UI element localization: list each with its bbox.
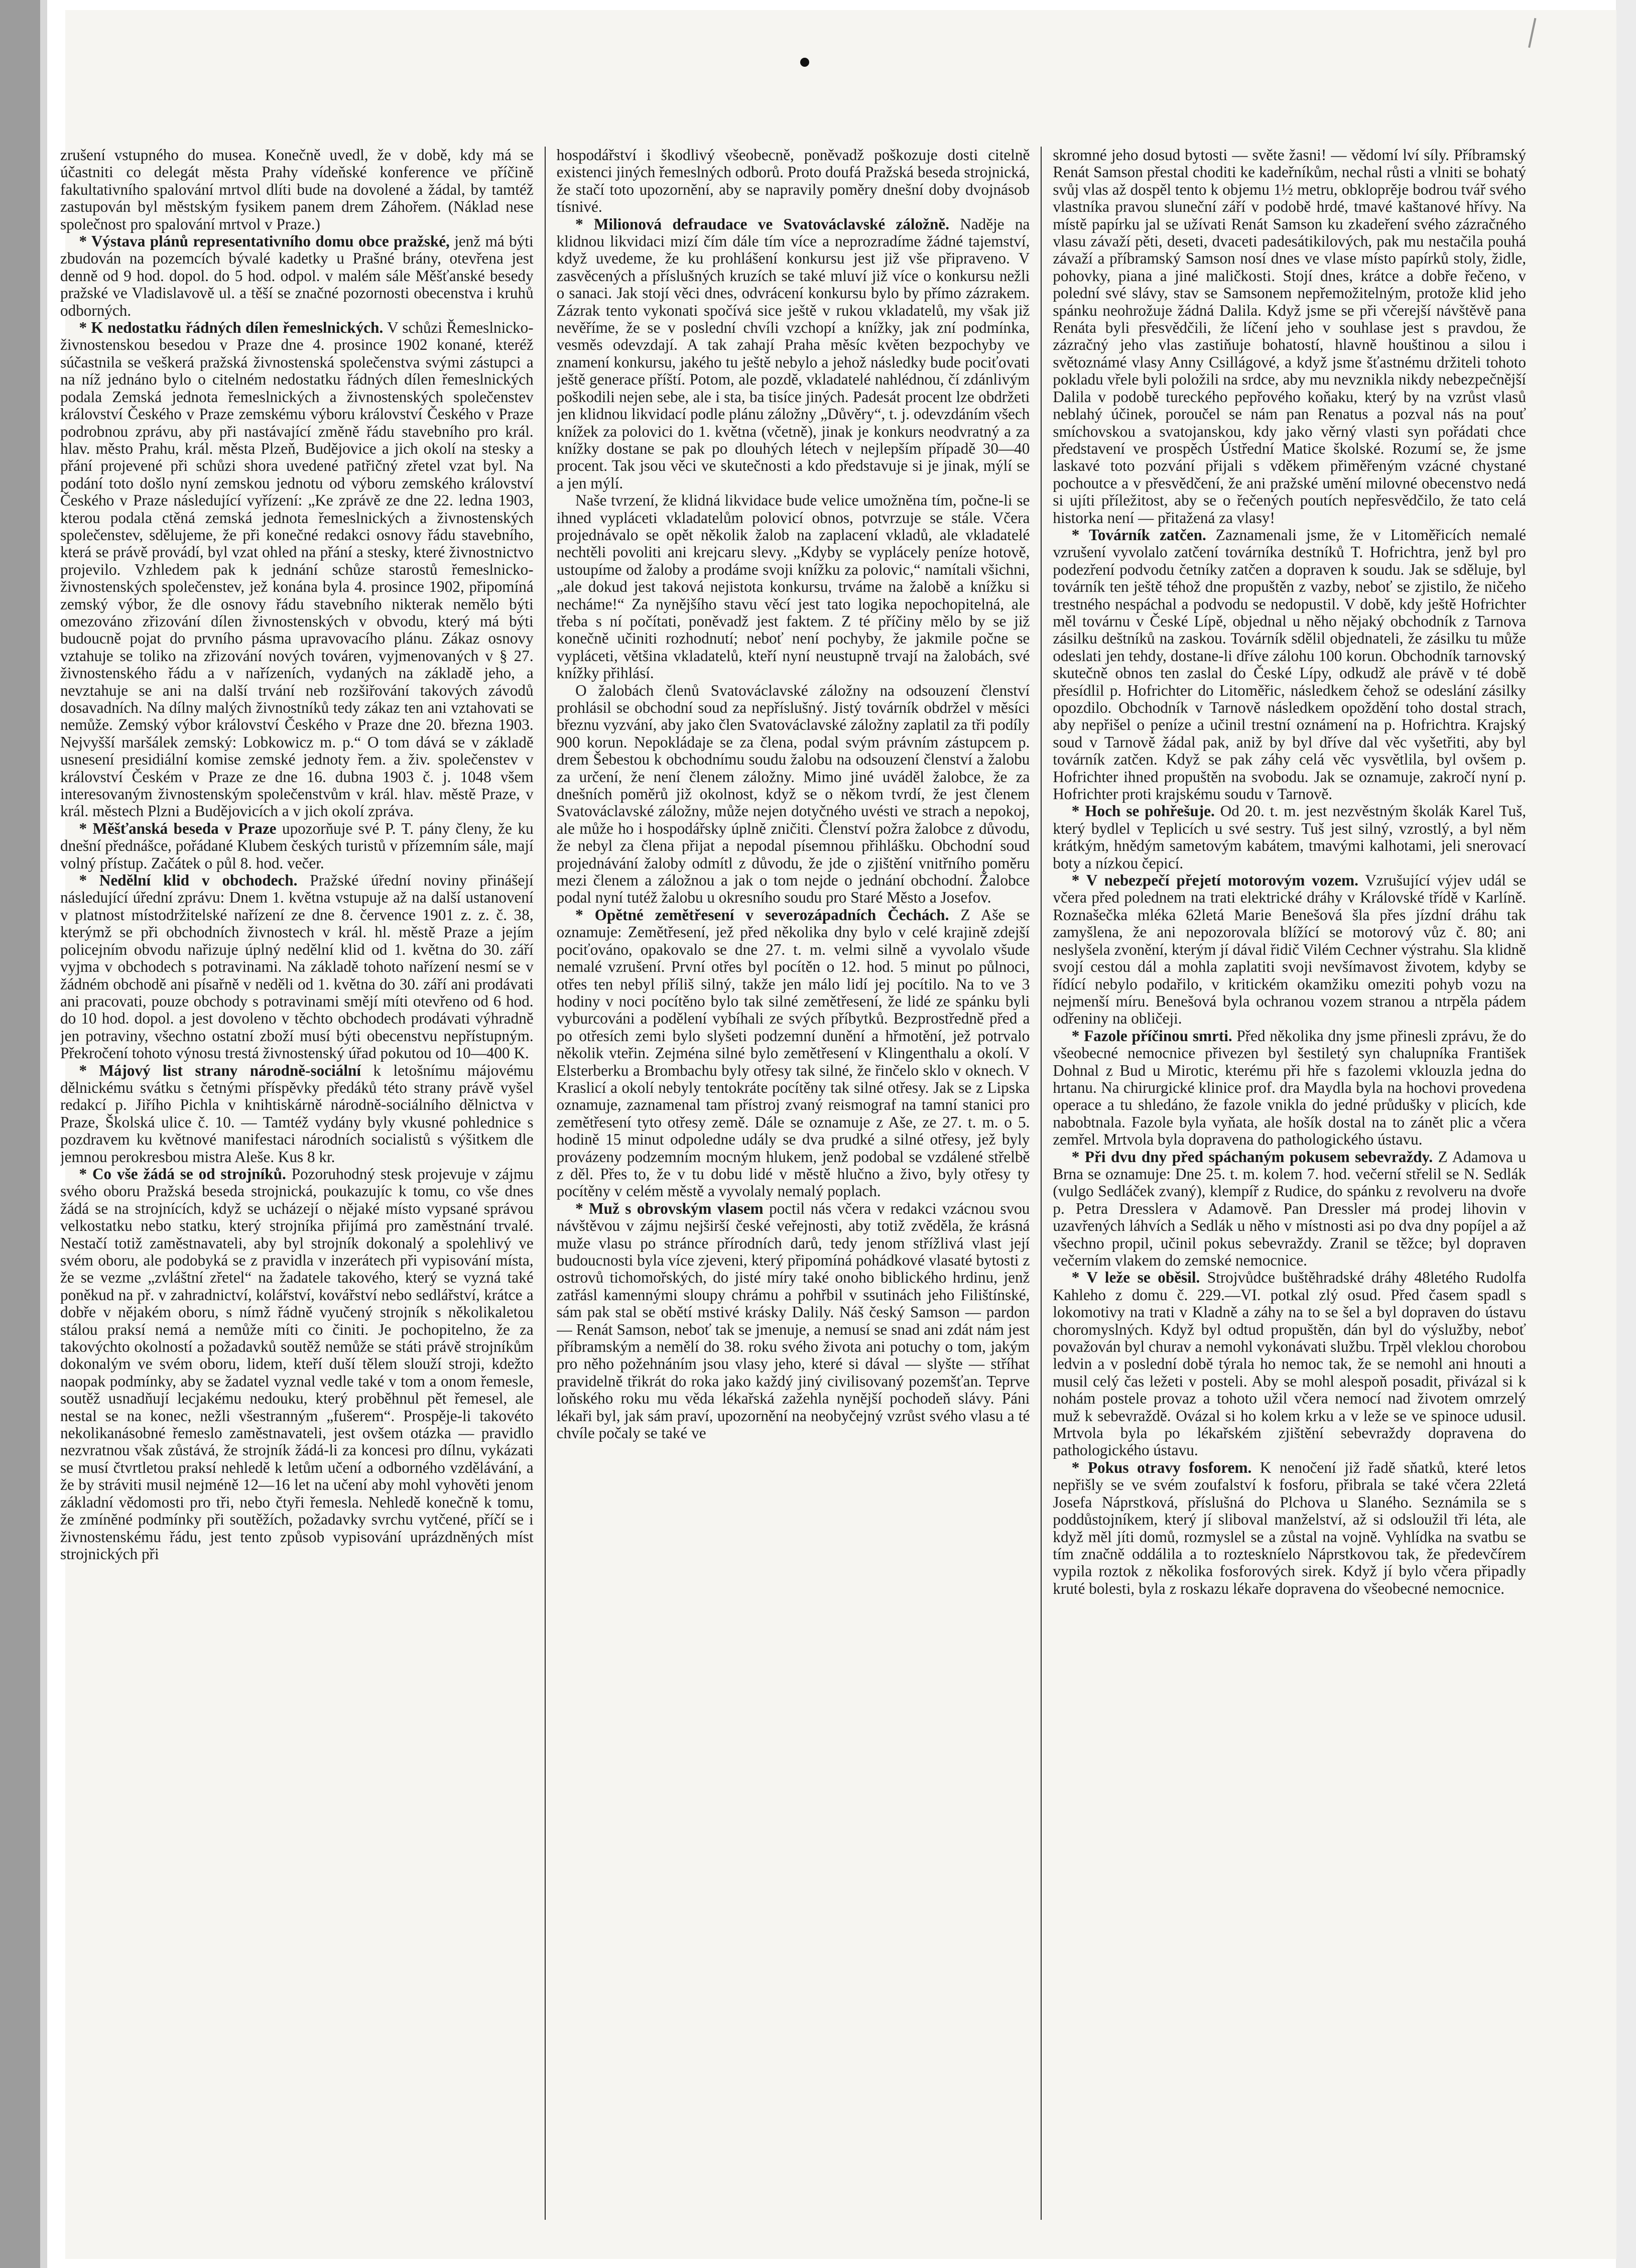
- article-text: V schůzi Řemeslnicko-živnostenskou besedou v Praze dne 4. prosince 1902 konané, kteréž súčastnila se veškerá pražská živnostenská společenstva svými zástupci a na níž jednáno bylo o citelném nedostatku řádných dílen řemeslnických podala Zemská jednota řemeslnických a živnostenských společenstev království Českého v Praze zemskému výboru království Českého v Praze podrobnou zprávu, aby při nastávající změně řádu stavebního pro král. hlav. město Prahu, král. města Plzeň, Budějovice a jich okolí na stesky a přání projevené při schůzi shora uvedené patřičný zřetel vzat byl. Na podání toto došlo nyní zemskou jednotu od výboru zemského království Českého v Praze následující vyřízení: „Ke zprávě ze dne 22. ledna 1903, kterou podala ctěná zemská jednota řemeslnických a živnostenských společenstev, sdělujeme, že při konečné redakci osnovy řádu stavebního, která se právě provádí, byl vzat ohled na přání a stesky, které živnostnictvo projevilo. Vzhledem pak k jednání schůze starostů řemeslnicko-živnostenských společenstev, jež konána byla 4. prosince 1902, připomíná zemský výbor, že dle osnovy řádu stavebního nikterak nemělo býti omezováno zřizování dílen živnostenských v obvodu, který má býti budoucně pojat do prvního pásma upravovacího plánu. Zákaz osnovy vztahuje se toliko na zřizování nových továren, vyjmenovaných v § 27. živnostenského řádu a v nařízeních, vydaných na základě jeho, a nevztahuje se ani na další trvání neb rozšiřování takových závodů dosavadních. Na dílny malých živnostníků tedy zákaz ten ani vztahovati se nemůže. Zemský výbor království Českého v Praze dne 20. března 1903. Nejvyšší maršálek zemský: Lobkowicz m. p.“ O tom dává se v základě usnesení presidiální komise zemské jednoty řem. a živ. společenstev v království Českém v Praze ze dne 16. dubna 1903 č. j. 1048 všem interesovaným živnostenským společenstvům v král. hlav. městě Praze, v král. městech Plzni a Budějovicích a v jich okolí zpráva.: [60, 319, 534, 820]
- article-paragraph: [60, 872, 534, 1062]
- article-paragraph: [1053, 1028, 1526, 1149]
- article-paragraph: [557, 492, 1030, 682]
- pencil-mark: [1528, 18, 1548, 51]
- article-heading: * Továrník zatčen.: [1071, 526, 1206, 544]
- article-text: O žalobách členů Svatováclavské záložny na odsouzení členství prohlásil se obchodní soud za nepříslušný. Jistý továrník obdržel v měsíci březnu vyzvání, aby jako člen Svatováclavské záložny zaplatil za tři podíly 900 korun. Nepokládaje se za člena, podal svým právním zástupcem p. drem Šebestou k obchodnímu soudu žalobu na odsouzení členství a žalobu za určení, že není členem záložny. Mimo jiné uváděl žalobce, že za dnešních poměrů již okolnost, když se o někom tvrdí, že jest členem Svatováclavské záložny, může nejen dotyčného uvésti ve strach a nepokoj, ale může ho i hospodářsky úplně zničiti. Členství požra žalobce z důvodu, že nebyl za člena přijat a nepodal písemnou přihlášku. Obchodní soud projednávání žaloby odmítl z důvodu, že jde o zjištění vnitřního poměru mezi členem a záložnou a jak o tom nejde o jednání obchodní. Žalobce podal nyní tutéž žalobu u okresního soudu pro Staré Město a Josefov.: [556, 681, 1030, 907]
- article-paragraph: [557, 216, 1030, 492]
- article-paragraph: [557, 1200, 1030, 1442]
- scan-shadow: [40, 0, 47, 2268]
- article-text: jenž má býti zbudován na pozemcích bývalé kadetky u Prašné brány, otevřena jest denně od 9 hod. dopol. do 5 hod. odpol. v malém sále Měšťanské besedy pražské ve Vladislavově ul. a těší se značné pozornosti obecenstva i kruhů odborných.: [60, 232, 534, 319]
- article-text: poctil nás včera v redakci vzácnou svou návštěvou v zájmu nejširší české veřejnosti, aby totiž zvěděla, že krásná muže vlasu po stránce přírodních darů, tedy jenom střížlivá vlast její budoucnosti byla více zjeveni, který připomíná pohádkové vlasaté bytosti z ostrovů tichomořských, do jisté míry také onoho biblického hrdinu, jenž zatřásl kamennými sloupy chrámu a pohřbil v ssutinách jeho Filištínské, sám pak stal se obětí mstivé krásky Dalily. Náš český Samson — pardon — Renát Samson, neboť tak se jmenuje, a nemusí se snad ani zdát nám jest příbramským a nemělí do 38. roku svého života ani potuchy o tom, jakým pro něho požehnáním jsou vlasy jeho, které si dával — slyšte — stříhat pravidelně třikrát do roka jako každý jiný civilisovaný pozemšťan. Teprve loňského roku mu věda lékařská zažehla nynější pochodeň slávy. Páni lékaři byl, jak sám praví, upozornění na neobyčejný vzrůst svého vlasu a té chvíle počaly se také ve: [556, 1199, 1030, 1442]
- article-paragraph: [1053, 872, 1526, 1028]
- article-heading: * Nedělní klid v obchodech.: [79, 871, 298, 890]
- article-text: Od 20. t. m. jest nezvěstným školák Karel Tuš, který bydlel v Teplicích u své sestry. Tuš jest silný, vzrostlý, a byl něm krátkým, hnědým sametovým kabátem, tmavými kalhotami, jeli snerovací boty a nízkou čepicí.: [1053, 802, 1527, 872]
- article-heading: * Měšťanská beseda v Praze: [79, 819, 277, 837]
- article-text: K nenočení již řadě sňatků, které letos nepřišly se ve svém zoufalství k fosforu, přibrala se také včera 22letá Josefa Náprstková, příslušná do Plchova u Slaného. Seznámila se s poddůstojníkem, který jí sliboval manželství, až si odsloužil tři léta, ale když měl jíti domů, rozmyslel se a zůstal na vojně. Vyhlídka na svatbu se tím značně oddálila a to rozteskníelo Náprstkovou tak, že předevčírem vypila roztok z několika fosforových sirek. Když jí bylo včera připadly kruté bolesti, byla z roskazu lékaře dopravena do všeobecné nemocnice.: [1053, 1458, 1527, 1597]
- article-heading: * Milionová defraudace ve Svatováclavské záložně.: [575, 215, 949, 233]
- article-heading: * V nebezpečí přejetí motorovým vozem.: [1071, 871, 1358, 890]
- article-paragraph: [557, 147, 1030, 216]
- article-paragraph: [60, 319, 534, 820]
- article-text: Strojvůdce buštěhradské dráhy 48letého Rudolfa Kahleho z domu č. 229.—VI. potkal zlý osud. Před časem spadl s lokomotivy na trati v Kladně a záhy na to se šel a byl dopraven do ústavu choromyslných. Když byl odtud propuštěn, dán byl do výslužby, neboť považován byl churav a nemohl vykonávati službu. Trpěl vleklou chorobou ledvin a v poslední době týrala ho nemoc tak, že se nemohl ani hnouti a musil celý čas ležeti v posteli. Aby se mohl alespoň posadit, přivázal si k nohám postele provaz a tohoto užil včera nemocí nad životem omrzelý muž k sebevraždě. Ovázal si ho kolem krku a v leže se ve spinoce udusil. Mrtvola byla po lékařském zjištění sebevraždy dopravena do pathologického ústavu.: [1053, 1269, 1527, 1459]
- column-2: [557, 147, 1030, 2220]
- article-text: Pozoruhodný stesk projevuje v zájmu svého oboru Pražská beseda strojnická, poukazujíc k tomu, co vše dnes žádá se na strojnících, když se ucházejí o nějaké místo vypsané správou velkostatku nebo statku, který strojníka přijímá pro zaměstnání trvalé. Nestačí totiž zaměstnavateli, aby byl strojník dokonalý a spolehlivý ve svém oboru, ale podobyká se z pravidla v inzerátech při vypisování místa, že se vezme „zvláštní zřetel“ na žadatele takového, který se vyzná také poněkud na př. v zahradnictví, kolářství, kovářství nebo sedlářství, krátce a dobře v nějakém oboru, s nímž řádně vyučený strojník s několikaletou stálou praksí nemá a nemůže míti co činiti. Je pochopitelno, že za takovýchto okolností a požadavků soutěž nemůže se státi právě strojníkům dokonalým ve svém oboru, lidem, kteří duší tělem slouží stroji, kdežto naopak podmínky, aby se žadatel vyznal vedle také v tom a onom řemesle, soutěž usnadňují lecjakému nedouku, který proběhnul pět řemesel, ale nestal se na konec, nežli všestranným „fušerem“. Prospěje-li takovéto nekolikanásobné řemeslo zaměstnavateli, jest ovšem otázka — pravidlo nezvratnou však zůstává, že strojník žádá-li za koncesi pro dílnu, vykázati se musí čtvrtletou praksí nehledě k letům učení a odborného vzdělávání, a že by stráviti musil nejméně 12—16 let na učení aby mohl vyhověti jenom základní vědomosti pro tři, nebo čtyři řemesla. Nehledě konečně k tomu, že zmíněné podmínky při soutěžích, požadavky svrchu vytčené, příčí se i živnostenskému řádu, jest tento způsob vypisování uprázdněných míst strojnických při: [60, 1165, 534, 1563]
- article-paragraph: [1053, 803, 1526, 872]
- article-heading: * Při dvu dny před spáchaným pokusem sebevraždy.: [1071, 1148, 1433, 1166]
- scan-right-margin: [1616, 0, 1636, 2268]
- article-paragraph: [60, 233, 534, 319]
- article-paragraph: [60, 1062, 534, 1166]
- article-paragraph: [60, 147, 534, 233]
- article-text: Z Aše se oznamuje: Zemětřesení, jež před několika dny bylo v celé krajině zdejší pociťováno, opakovalo se dne 27. t. m. velmi silně a vyvolalo všude nemalé vzrušení. První otřes byl pocítěn o 12. hod. 5 minut po půlnoci, otřes ten nebyl příliš silný, takže jen málo lidí jej pocítilo. Na to ve 3 hodiny v noci pocítěno bylo tak silné zemětřesení, že lidé ze spánku byli vyburcováni a podělení vybíhali ze svých příbytků. Bezprostředně před a po otřesích zemi bylo slyšeti podzemní dunění a hřmotění, jež potrvalo několik vteřin. Zejména silné bylo zemětřesení v Klingenthalu a okolí. V Elsterberku a Brombachu byly otřesy tak silné, že řinčelo sklo v oknech. V Kraslicí a okolí nebyly tentokráte pocítěny tak silné otřesy. Jak se z Lipska oznamuje, zaznamenal tam přístroj zvaný reismograf na tamní stanici pro zemětřesení tyto otřesy země. Dále se oznamuje z Aše, ze 27. t. m. o 5. hodině 15 minut odpoledne udály se dva prudké a silné otřesy, jež byly provázeny podzemním mocným hlukem, jenž podobal se vzdálené střelbě z děl. Přes to, že v tu dobu lidé v městě hlučno a živo, byly otřesy ty pocítěny v celém městě a vyvolaly nemalý poplach.: [556, 906, 1030, 1200]
- article-paragraph: [1053, 1149, 1526, 1270]
- article-heading: * K nedostatku řádných dílen řemeslnických.: [79, 319, 384, 337]
- article-paragraph: [557, 907, 1030, 1200]
- article-text: Naděje na klidnou likvidaci mizí čím dále tím více a neprozradíme žádné tajemství, když uvedeme, že ku prohlášení konkursu jest již vše připraveno. V zasvěcených a příslušných kruzích se také mluví již více o konkursu nežli o sanaci. Jak stojí věci dnes, odvrácení konkursu bylo by přímo zázrakem. Zázrak tento vykonati spočívá sice ještě v rukou vkladatelů, my však již nevěříme, že se v poslední chvíli vzchopí a knížky, jak zní podmínka, vesměs odevzdají. A tak zahají Praha měsíc květen bezpochyby ve znamení konkursu, jakého tu ještě nebylo a jehož následky bude pociťovati ještě generace příští. Potom, ale pozdě, vkladatelé nahlédnou, čí zdánlivým poškodili nejen sebe, ale i sta, ba tisíce jiných. Padesát procent lze obdržeti jen klidnou likvidací podle plánu záložny „Důvěry“, t. j. odevzdáním všech knížek za polovici do 1. května (včetně), jinak je konkurs neodvratný a za knížky dostane se pak po dlouhých létech v nejlepším případě 30—40 procent. Tak jsou věci ve skutečnosti a kdo představuje si je jinak, mýlí se a jen mýlí.: [556, 215, 1030, 492]
- article-heading: * Pokus otravy fosforem.: [1071, 1458, 1252, 1476]
- article-paragraph: [60, 1166, 534, 1563]
- article-paragraph: [60, 820, 534, 872]
- column-3: [1053, 147, 1526, 2220]
- article-heading: * Fazole příčinou smrti.: [1071, 1027, 1232, 1045]
- column-divider: [1041, 147, 1042, 2220]
- scan-binding-edge: [0, 0, 40, 2268]
- article-heading: * Májový list strany národně-sociální: [79, 1061, 361, 1079]
- punch-hole-dot: [800, 58, 809, 67]
- article-text: zrušení vstupného do musea. Konečně uvedl, že v době, kdy má se účastniti co delegát města Prahy vídeňské konference ve příčině fakultativního spalování mrtvol dlíti bude na dovolené a žádal, by tamtéž zastupován byl městským fysikem panem drem Záhořem. (Náklad nese společnost pro spalování mrtvol v Praze.): [60, 147, 534, 233]
- article-paragraph: [1053, 1459, 1526, 1597]
- article-text: Naše tvrzení, že klidná likvidace bude velice umožněna tím, počne-li se ihned vypláceti vkladatelům polovicí obnos, potvrzuje se stále. Včera projednávalo se opět několik žalob na zaplacení vkladů, ale vkladatelé nechtěli povoliti ani krejcaru slevy. „Kdyby se vyplácely peníze hotově, ustoupíme od žaloby a prodáme svoji knížku za polovic,“ namítali všichni, „ale dokud jest taková nejistota konkursu, trváme na žalobě a knížku si necháme!“ Za nynějšího stavu věcí jest tato logika nepochopitelná, ale třeba s ní počítati, poněvadž jest faktem. Z té příčiny mělo by se již konečně učiniti rozhodnutí; neboť není pochyby, že jakmile počne se vypláceti, většina vkladatelů, kteří nyní neustupně trvají na žalobách, své knížky přihlásí.: [556, 491, 1030, 682]
- article-text: Vzrušující výjev udál se včera před polednem na trati elektrické dráhy v Královské třídě v Karlíně. Roznašečka mléka 62letá Marie Benešová šla přes jízdní dráhu tak zamyšlena, že ani nepozorovala blížící se motorový vůz č. 80; ani neslyšela zvonění, kterým jí dával řidič Vilém Cechner výstrahu. Sla klidně svojí cestou dál a mohla zaplatiti svoji nevšímavost životem, kdyby se řídící nebylo podařilo, v kritickém okamžiku omeziti pohyb vozu na nejmenší míru. Benešová byla ochranou vozem stranou a ntrpěla pádem odřeniny na obličeji.: [1053, 871, 1527, 1028]
- article-paragraph: [1053, 147, 1526, 527]
- column-1: [60, 147, 534, 2220]
- article-text: upozorňuje své P. T. pány členy, že ku dnešní přednášce, pořádané Klubem českých turistů v přízemním sále, mají volný přístup. Začátek o půl 8. hod. večer.: [60, 819, 534, 872]
- article-heading: * Opětné zemětřesení v severozápadních Čechách.: [575, 906, 949, 924]
- article-text: skromné jeho dosud bytosti — světe žasni! — vědomí lví síly. Příbramský Renát Samson přestal choditi ke kadeřníkům, nechal růsti a vlniti se bohatý svůj vlas až dospěl tento k objemu 1½ metru, obkloprěje bodrou tvář svého vlastníka pravou sluneční září v podobě hrdé, tmavé kaštanové hřívy. Na místě papírku jal se užívati Renát Samson ku zkadeření svého zázračného vlasu závaží pěti, deseti, dvaceti padesátikilových, pak mu nestačila pouhá závaží a příbramský Samson nosí dnes ve vlase místo papírků stoly, židle, pohovky, piana a jiné maličkosti. Stojí dnes, krátce a dobře řečeno, v polední své slávy, stav se Samsonem nepřemožitelným, protože klid jeho spánku neohrožuje žádná Dalila. Když jsme se při včerejší návštěvě pana Renáta byli přesvědčili, že líčení jeho v souhlase jest s pravdou, že zázračný jeho vlas zastiňuje bohatostí, hlavně houštinou a silou i světoznámé vlasy Anny Csillágové, a když jsme šťastnému držiteli tohoto pokladu vřele byli položili na srdce, aby mu nevznikla nikdy nebezpečnější Dalila v podobě tureckého pepřového koňaku, který by na vzrůst vlasů neblahý účinek, poroučel se nám pan Renatus a pozval nás na pouť smíchovskou a svatojanskou, kdy jako věrný vlasti syn pořádati chce představení ve prospěch Ústřední Matice školské. Rozumí se, že jsme laskavé toto pozvání přijali s vděkem přiměřeným vzácné chystané pochoutce a v přesvědčení, že ani pražské umění milovné obecenstvo nedá si ujíti příležitost, aby se o řečených poutích nepřesvědčilo, že tato celá historka není — přitažená za vlasy!: [1053, 147, 1527, 527]
- article-text: Zaznamenali jsme, že v Litoměřicích nemalé vzrušení vyvolalo zatčení továrníka destníků T. Hofrichtra, jenž byl pro podezření podvodu četníky zatčen a dopraven k soudu. Jak se sděluje, byl továrník ten ještě téhož dne propuštěn z vazby, neboť se zjistilo, že ničeho trestného nespáchal a podvodu se nedopustil. V době, kdy ještě Hofrichter měl továrnu v České Lípě, objednal u něho nějaký obchodník z Tarnova zásilku deštníků na zaskou. Továrník sdělil objednateli, že zásilku tu může odeslati jen tehdy, dostane-li dříve zálohu 100 korun. Obchodník tarnovský skutečně obnos ten zaslal do České Lípy, odkudž ale právě v té době přesídlil p. Hofrichter do Litoměřic, následkem čehož se odeslání zásilky opozdilo. Obchodník v Tarnově následkem opoždění toho dostal strach, aby nepřišel o peníze a učinil trestní oznámení na p. Hofrichtra. Krajský soud v Tarnově žádal pak, aniž by byl dříve dal věc vyšetřiti, aby byl továrník zatčen. Když se pak záhy celá věc vysvětlila, byl ovšem p. Hofrichter ihned propuštěn na svobodu. Jak se oznamuje, zakročí nyní p. Hofrichter proti krajskému soudu v Tarnově.: [1053, 526, 1527, 803]
- article-heading: * Výstava plánů representativního domu obce pražské,: [79, 232, 450, 250]
- article-text: Před několika dny jsme přinesli zprávu, že do všeobecné nemocnice přivezen byl šestiletý syn chalupníka František Dohnal z Bud u Mirotic, kterému při hře s fazolemi vklouzla jedna do hrtanu. Na chirurgické klinice prof. dra Maydla byla na hochovi provedena operace a tu shledáno, že fazole vnikla do jedné průdušky v plicích, kde nabobtnala. Fazole byla vyňata, ale hošík dostal na to zánět plic a včera zemřel. Mrtvola byla dopravena do pathologického ústavu.: [1053, 1027, 1527, 1149]
- article-heading: * Hoch se pohřešuje.: [1071, 802, 1215, 820]
- article-columns: [60, 147, 1526, 2220]
- article-paragraph: [1053, 527, 1526, 803]
- article-text: k letošnímu májovému dělnickému svátku s četnými příspěvky předáků této strany právě vyšel redakcí p. Jiřího Pichla v knihtiskárně národně-sociálního dělnictva v Praze, Školská ulice č. 10. — Tamtéž vydány byly vkusné pohlednice s pozdravem ku květnové manifestaci národních socialistů s výšitkem dle jemnou perokresbou mistra Aleše. Kus 8 kr.: [60, 1061, 534, 1166]
- article-paragraph: [557, 682, 1030, 907]
- article-text: Pražské úřední noviny přinášejí následující úřední zprávu: Dnem 1. května vstupuje až na další ustanovení v platnost místodržitelské nařízení ze dne 8. července 1901 z. z. č. 38, kterýmž se při obchodních živnostech v král. hl. městě Praze a jejím policejním obvodu nařizuje úplný nedělní klid od 1. května do 30. září vyjma v obchodech s potravinami. Na základě tohoto nařízení nesmí se v žádném obchodě ani písařně v neděli od 1. května do 30. září ani prodávati ani pracovati, pouze obchody s potravinami smějí míti otevřeno od 6 hod. do 10 hod. dopol. a jest dovoleno v těchto obchodech prodávati výhradně jen potraviny, všechno ostatní zboží musí býti obecenstvu nepřístupným. Překročení tohoto výnosu trestá živnostenský úřad pokutou od 10—400 K.: [60, 871, 534, 1062]
- article-paragraph: [1053, 1269, 1526, 1459]
- article-text: hospodářství i škodlivý všeobecně, poněvadž poškozuje dosti citelně existenci jiných řemeslných odborů. Proto doufá Pražská beseda strojnická, že stačí toto upozornění, aby se napravily poměry dnešní doby dvojnásob tísnivé.: [556, 147, 1030, 216]
- article-heading: * Muž s obrovským vlasem: [575, 1199, 764, 1217]
- article-heading: * V leže se oběsil.: [1071, 1269, 1200, 1287]
- article-heading: * Co vše žádá se od strojníků.: [79, 1165, 286, 1183]
- column-divider: [545, 147, 546, 2220]
- article-text: Z Adamova u Brna se oznamuje: Dne 25. t. m. kolem 7. hod. večerní střelil se N. Sedlák (vulgo Sedláček zvaný), klempíř z Rudice, do spánku z revolveru na dvoře p. Petra Dresslera v Adamově. Pan Dressler má prodej lihovin v uzavřených láhvích a Sedlák u něho v místnosti asi po dva dny popíjel a až všechno propil, učinil pokus sebevraždy. Zranil se těžce; byl dopraven večerním vlakem do zemské nemocnice.: [1053, 1148, 1527, 1269]
